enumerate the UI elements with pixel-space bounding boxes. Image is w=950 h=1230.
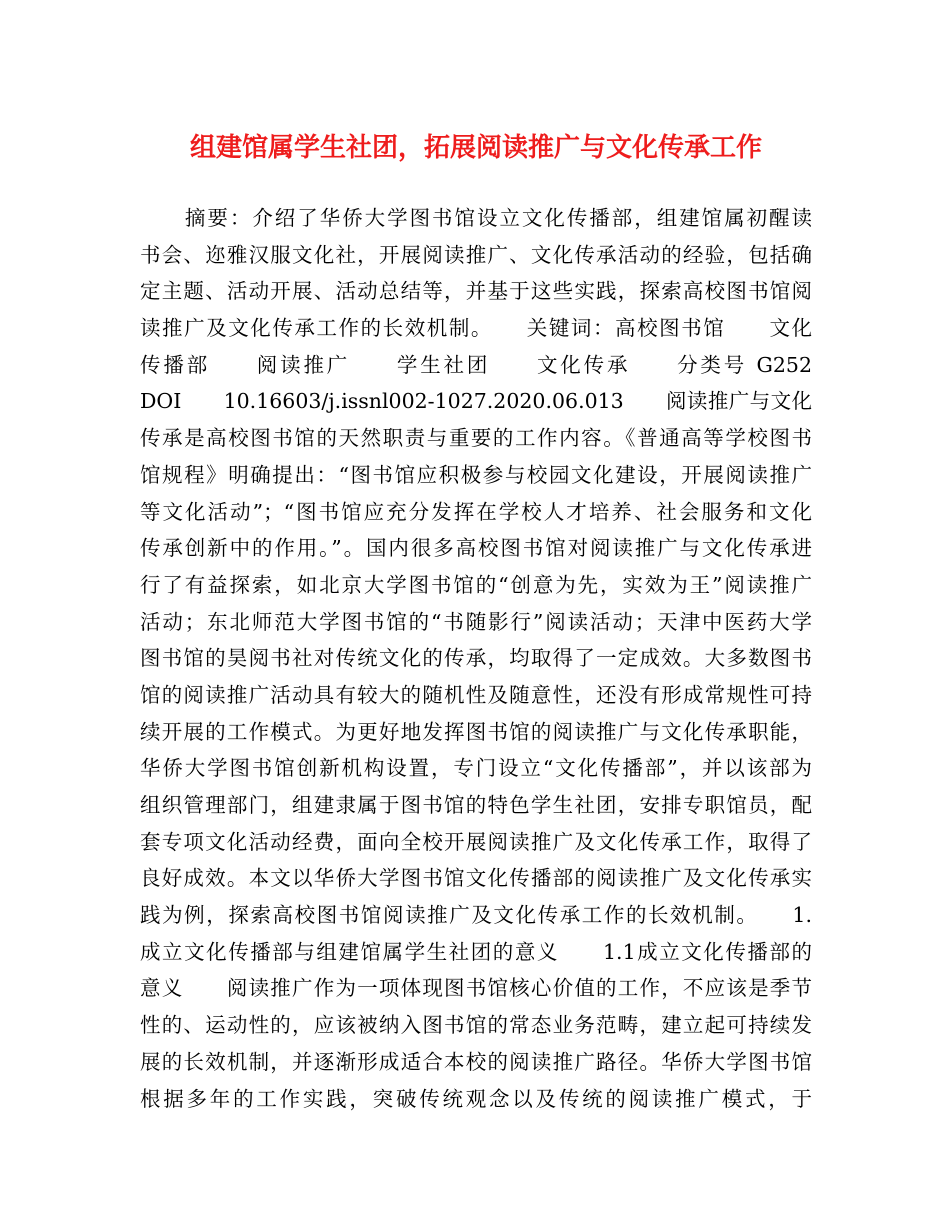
body-line: 展的长效机制，并逐渐形成适合本校的阅读推广路径。华侨大学图书馆 xyxy=(140,1049,812,1074)
body-line: 意义 阅读推广作为一项体现图书馆核心价值的工作，不应该是季节 xyxy=(140,976,812,1001)
body-line: 等文化活动”；“图书馆应充分发挥在学校人才培养、社会服务和文化 xyxy=(140,499,812,524)
body-line: 传承创新中的作用。”。国内很多高校图书馆对阅读推广与文化传承进 xyxy=(140,536,812,561)
body-line: 续开展的工作模式。为更好地发挥图书馆的阅读推广与文化传承职能， xyxy=(140,719,812,744)
body-line: 读推广及文化传承工作的长效机制。 关键词：高校图书馆 文化 xyxy=(140,316,812,341)
body-line: 良好成效。本文以华侨大学图书馆文化传播部的阅读推广及文化传承实 xyxy=(140,866,812,891)
body-line: 性的、运动性的，应该被纳入图书馆的常态业务范畴，建立起可持续发 xyxy=(140,1013,812,1038)
body-line: 馆的阅读推广活动具有较大的随机性及随意性，还没有形成常规性可持 xyxy=(140,682,812,707)
body-line: 华侨大学图书馆创新机构设置，专门设立“文化传播部”，并以该部为 xyxy=(140,756,812,781)
body-line: 传承是高校图书馆的天然职责与重要的工作内容。《普通高等学校图书 xyxy=(140,426,812,451)
body-line: DOI 10.16603/j.issnl002-1027.2020.06.013 阅读推广与文化 xyxy=(140,389,812,414)
body-line: 成立文化传播部与组建馆属学生社团的意义 1.1成立文化传播部的 xyxy=(140,939,812,964)
body-line: 活动；东北师范大学图书馆的“书随影行”阅读活动；天津中医药大学 xyxy=(140,609,812,634)
body-line: 书会、迩雅汉服文化社，开展阅读推广、文化传承活动的经验，包括确 xyxy=(140,242,812,267)
body-line: 定主题、活动开展、活动总结等，并基于这些实践，探索高校图书馆阅 xyxy=(140,279,812,304)
body-line: 馆规程》明确提出：“图书馆应积极参与校园文化建设，开展阅读推广 xyxy=(140,462,812,487)
body-line: 传播部 阅读推广 学生社团 文化传承 分类号 G252 xyxy=(140,352,812,377)
document-body xyxy=(140,200,812,1117)
document-title: 组建馆属学生社团，拓展阅读推广与文化传承工作 xyxy=(189,133,762,163)
body-line: 摘要：介绍了华侨大学图书馆设立文化传播部，组建馆属初醒读 xyxy=(140,206,812,230)
body-line: 行了有益探索，如北京大学图书馆的“创意为先，实效为王”阅读推广 xyxy=(140,572,812,597)
body-line: 根据多年的工作实践，突破传统观念以及传统的阅读推广模式，于 xyxy=(140,1086,812,1111)
body-line: 践为例，探索高校图书馆阅读推广及文化传承工作的长效机制。 1. xyxy=(140,903,812,928)
body-line: 套专项文化活动经费，面向全校开展阅读推广及文化传承工作，取得了 xyxy=(140,829,812,854)
body-line: 图书馆的昊阅书社对传统文化的传承，均取得了一定成效。大多数图书 xyxy=(140,646,812,671)
body-line: 组织管理部门，组建隶属于图书馆的特色学生社团，安排专职馆员，配 xyxy=(140,793,812,817)
